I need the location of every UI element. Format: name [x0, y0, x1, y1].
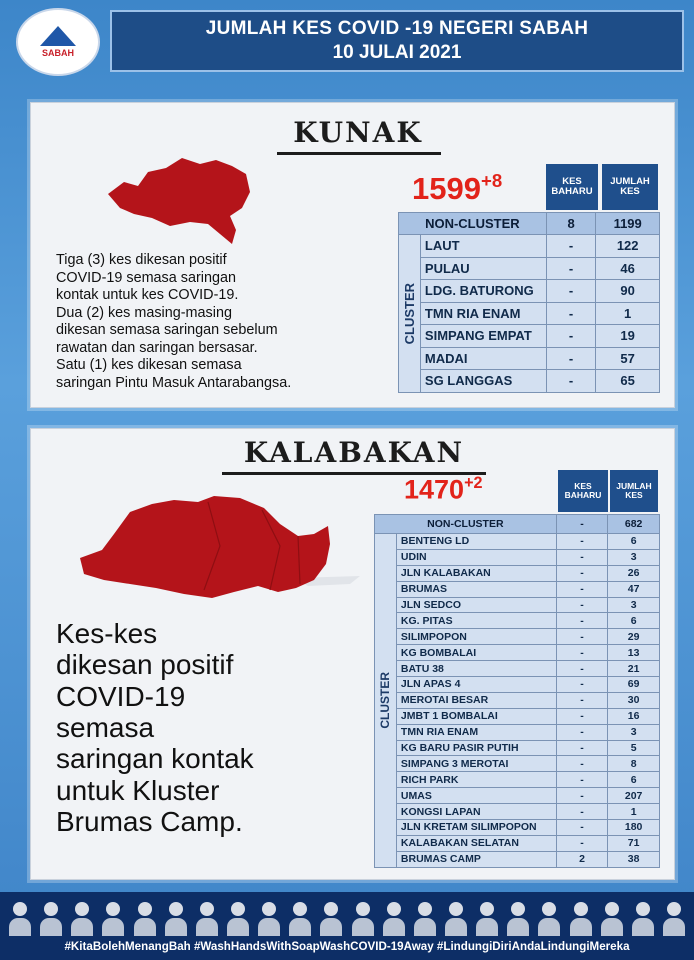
- cluster-name: BATU 38: [396, 661, 556, 677]
- frontliner-figure-icon: [351, 902, 375, 936]
- cluster-total-cases: 19: [596, 325, 660, 348]
- cluster-total-cases: 71: [608, 835, 660, 851]
- row-new-cases: -: [556, 515, 608, 534]
- cluster-row: [399, 370, 660, 393]
- cluster-total-cases: 207: [608, 788, 660, 804]
- cluster-new-cases: -: [556, 772, 608, 788]
- row-new-cases: 8: [546, 213, 596, 235]
- row-name: NON-CLUSTER: [375, 515, 557, 534]
- cluster-row: [375, 645, 660, 661]
- footer-hashtags: #KitaBolehMenangBah #WashHandsWithSoapWashCOVID-19Away #LindungiDiriAndaLindungiMereka: [64, 940, 630, 953]
- row-total-cases: 682: [608, 515, 660, 534]
- cluster-name: TMN RIA ENAM: [420, 302, 546, 325]
- cluster-row: [375, 565, 660, 581]
- cluster-total-cases: 69: [608, 677, 660, 693]
- frontliner-figure-icon: [195, 902, 219, 936]
- note-line: saringan Pintu Masuk Antarabangsa.: [56, 374, 292, 391]
- cluster-name: KG BOMBALAI: [396, 645, 556, 661]
- mountain-icon: [40, 26, 76, 46]
- cluster-new-cases: -: [556, 565, 608, 581]
- cluster-total-cases: 3: [608, 549, 660, 565]
- cluster-new-cases: -: [556, 581, 608, 597]
- logo-text: SABAH: [41, 48, 74, 58]
- cluster-name: JLN KALABAKAN: [396, 565, 556, 581]
- cluster-new-cases: -: [556, 629, 608, 645]
- note-line: untuk Kluster: [56, 774, 220, 806]
- kalabakan-non-cluster-row: [375, 515, 660, 534]
- kalabakan-total-count: [404, 474, 483, 505]
- cluster-row: [375, 724, 660, 740]
- frontliner-figure-icon: [506, 902, 530, 936]
- cluster-name: PULAU: [420, 257, 546, 280]
- cluster-name: SILIMPOPON: [396, 629, 556, 645]
- cluster-name: JLN APAS 4: [396, 677, 556, 693]
- cluster-name: TMN RIA ENAM: [396, 724, 556, 740]
- cluster-row: [375, 772, 660, 788]
- cluster-row: [375, 677, 660, 693]
- cluster-total-cases: 47: [608, 581, 660, 597]
- kalabakan-note: [56, 618, 254, 838]
- cluster-total-cases: 30: [608, 692, 660, 708]
- note-line: Kes-kes: [56, 618, 158, 649]
- frontliner-figure-icon: [101, 902, 125, 936]
- cluster-name: BRUMAS CAMP: [396, 851, 556, 867]
- cluster-new-cases: -: [546, 347, 596, 370]
- cluster-new-cases: -: [556, 613, 608, 629]
- cluster-row: [399, 325, 660, 348]
- cluster-total-cases: 13: [608, 645, 660, 661]
- kalabakan-header-new: KES BAHARU: [558, 470, 608, 512]
- kunak-district-title: KUNAK: [293, 116, 423, 149]
- frontliner-figure-icon: [413, 902, 437, 936]
- kalabakan-cluster-label-cell: [375, 534, 397, 868]
- cluster-row: [399, 235, 660, 258]
- frontliner-figure-icon: [8, 902, 32, 936]
- cluster-total-cases: 5: [608, 740, 660, 756]
- frontliner-figure-icon: [569, 902, 593, 936]
- cluster-new-cases: -: [556, 740, 608, 756]
- title-date: 10 JULAI 2021: [332, 42, 462, 63]
- cluster-name: SG LANGGAS: [420, 370, 546, 393]
- note-line: COVID-19: [56, 680, 186, 712]
- kalabakan-map-icon: [74, 494, 360, 606]
- kunak-cluster-label-cell: [399, 235, 421, 393]
- kunak-total: 1599: [412, 171, 481, 207]
- frontliner-figure-icon: [475, 902, 499, 936]
- frontliner-figure-icon: [257, 902, 281, 936]
- cluster-name: MADAI: [420, 347, 546, 370]
- frontliner-figure-icon: [600, 902, 624, 936]
- cluster-new-cases: -: [556, 677, 608, 693]
- cluster-row: [375, 581, 660, 597]
- cluster-row: [375, 804, 660, 820]
- cluster-total-cases: 3: [608, 597, 660, 613]
- cluster-total-cases: 6: [608, 613, 660, 629]
- cluster-name: KG BARU PASIR PUTIH: [396, 740, 556, 756]
- note-line: Brumas Camp.: [56, 806, 243, 838]
- cluster-row: [375, 692, 660, 708]
- cluster-row: [375, 597, 660, 613]
- row-total-cases: 1199: [596, 213, 660, 235]
- cluster-new-cases: 2: [556, 851, 608, 867]
- note-line: COVID-19 semasa saringan: [56, 269, 236, 286]
- kunak-header-new: KES BAHARU: [546, 164, 598, 210]
- cluster-new-cases: -: [556, 661, 608, 677]
- cluster-total-cases: 3: [608, 724, 660, 740]
- note-line: dikesan positif: [56, 649, 234, 681]
- cluster-total-cases: 6: [608, 772, 660, 788]
- frontliner-figure-icon: [133, 902, 157, 936]
- cluster-total-cases: 1: [608, 804, 660, 820]
- cluster-new-cases: -: [556, 692, 608, 708]
- kalabakan-total: 1470: [404, 474, 465, 505]
- cluster-name: JMBT 1 BOMBALAI: [396, 708, 556, 724]
- cluster-row: [375, 788, 660, 804]
- cluster-new-cases: -: [556, 534, 608, 550]
- frontliner-figure-icon: [319, 902, 343, 936]
- cluster-total-cases: 8: [608, 756, 660, 772]
- cluster-total-cases: 29: [608, 629, 660, 645]
- note-line: kontak untuk kes COVID-19.: [56, 287, 239, 304]
- frontliner-figure-icon: [288, 902, 312, 936]
- cluster-total-cases: 21: [608, 661, 660, 677]
- cluster-name: KG. PITAS: [396, 613, 556, 629]
- cluster-new-cases: -: [546, 325, 596, 348]
- kunak-case-table: [398, 212, 660, 393]
- frontliner-figure-icon: [164, 902, 188, 936]
- cluster-new-cases: -: [556, 549, 608, 565]
- cluster-new-cases: -: [556, 597, 608, 613]
- kunak-new-cases: +8: [480, 170, 503, 191]
- cluster-total-cases: 122: [596, 235, 660, 258]
- kalabakan-header-total: JUMLAH KES: [610, 470, 658, 512]
- cluster-new-cases: -: [546, 280, 596, 303]
- cluster-new-cases: -: [556, 804, 608, 820]
- cluster-total-cases: 16: [608, 708, 660, 724]
- page-title: [110, 10, 684, 72]
- cluster-new-cases: -: [556, 820, 608, 836]
- cluster-total-cases: 46: [596, 257, 660, 280]
- cluster-new-cases: -: [546, 370, 596, 393]
- cluster-row: [375, 851, 660, 867]
- cluster-name: SIMPANG 3 MEROTAI: [396, 756, 556, 772]
- row-name: NON-CLUSTER: [399, 213, 547, 235]
- cluster-name: BENTENG LD: [396, 534, 556, 550]
- note-line: saringan kontak: [56, 743, 254, 775]
- cluster-new-cases: -: [556, 645, 608, 661]
- cluster-row: [375, 708, 660, 724]
- cluster-row: [399, 280, 660, 303]
- cluster-row: [375, 661, 660, 677]
- frontliner-figure-icon: [631, 902, 655, 936]
- cluster-total-cases: 57: [596, 347, 660, 370]
- kunak-note: [56, 252, 291, 393]
- cluster-total-cases: 90: [596, 280, 660, 303]
- cluster-total-cases: 65: [596, 370, 660, 393]
- cluster-row: [375, 534, 660, 550]
- cluster-new-cases: -: [556, 788, 608, 804]
- cluster-row: [375, 835, 660, 851]
- cluster-new-cases: -: [556, 835, 608, 851]
- note-line: Satu (1) kes dikesan semasa: [56, 357, 242, 374]
- cluster-name: JLN KRETAM SILIMPOPON: [396, 820, 556, 836]
- cluster-total-cases: 6: [608, 534, 660, 550]
- note-line: rawatan dan saringan bersasar.: [56, 339, 258, 356]
- frontliner-figure-icon: [537, 902, 561, 936]
- note-line: Tiga (3) kes dikesan positif: [56, 252, 227, 268]
- sabah-logo: [16, 8, 100, 76]
- cluster-row: [375, 549, 660, 565]
- cluster-name: JLN SEDCO: [396, 597, 556, 613]
- cluster-name: SIMPANG EMPAT: [420, 325, 546, 348]
- kunak-header-total: JUMLAH KES: [602, 164, 658, 210]
- cluster-name: MEROTAI BESAR: [396, 692, 556, 708]
- cluster-total-cases: 38: [608, 851, 660, 867]
- note-line: semasa: [56, 712, 155, 744]
- frontliner-figures: [8, 896, 686, 936]
- cluster-row: [375, 756, 660, 772]
- cluster-name: KALABAKAN SELATAN: [396, 835, 556, 851]
- cluster-name: RICH PARK: [396, 772, 556, 788]
- kunak-title-underline: [277, 152, 441, 155]
- cluster-total-cases: 180: [608, 820, 660, 836]
- cluster-total-cases: 1: [596, 302, 660, 325]
- cluster-row: [375, 629, 660, 645]
- cluster-row: [375, 613, 660, 629]
- kunak-cluster-label: CLUSTER: [401, 282, 417, 344]
- frontliner-figure-icon: [662, 902, 686, 936]
- frontliner-figure-icon: [444, 902, 468, 936]
- frontliner-figure-icon: [39, 902, 63, 936]
- kalabakan-district-title: KALABAKAN: [243, 436, 465, 469]
- cluster-row: [399, 347, 660, 370]
- cluster-row: [375, 820, 660, 836]
- cluster-new-cases: -: [556, 724, 608, 740]
- frontliner-figure-icon: [70, 902, 94, 936]
- kunak-non-cluster-row: [399, 213, 660, 235]
- cluster-name: UMAS: [396, 788, 556, 804]
- cluster-new-cases: -: [546, 235, 596, 258]
- cluster-row: [375, 740, 660, 756]
- kalabakan-cluster-label: CLUSTER: [378, 672, 393, 729]
- kunak-map-icon: [104, 152, 254, 248]
- kunak-total-count: [412, 170, 502, 207]
- cluster-row: [399, 257, 660, 280]
- frontliner-figure-icon: [382, 902, 406, 936]
- cluster-new-cases: -: [546, 257, 596, 280]
- cluster-name: BRUMAS: [396, 581, 556, 597]
- cluster-new-cases: -: [546, 302, 596, 325]
- cluster-row: [399, 302, 660, 325]
- note-line: dikesan semasa saringan sebelum: [56, 322, 278, 339]
- cluster-new-cases: -: [556, 708, 608, 724]
- cluster-name: LAUT: [420, 235, 546, 258]
- cluster-total-cases: 26: [608, 565, 660, 581]
- cluster-name: KONGSI LAPAN: [396, 804, 556, 820]
- cluster-new-cases: -: [556, 756, 608, 772]
- note-line: Dua (2) kes masing-masing: [56, 304, 232, 321]
- kalabakan-case-table: [374, 514, 660, 868]
- frontliner-figure-icon: [226, 902, 250, 936]
- kalabakan-new-cases: +2: [464, 474, 483, 492]
- cluster-name: UDIN: [396, 549, 556, 565]
- cluster-name: LDG. BATURONG: [420, 280, 546, 303]
- title-line-1: JUMLAH KES COVID -19 NEGERI SABAH: [205, 18, 589, 39]
